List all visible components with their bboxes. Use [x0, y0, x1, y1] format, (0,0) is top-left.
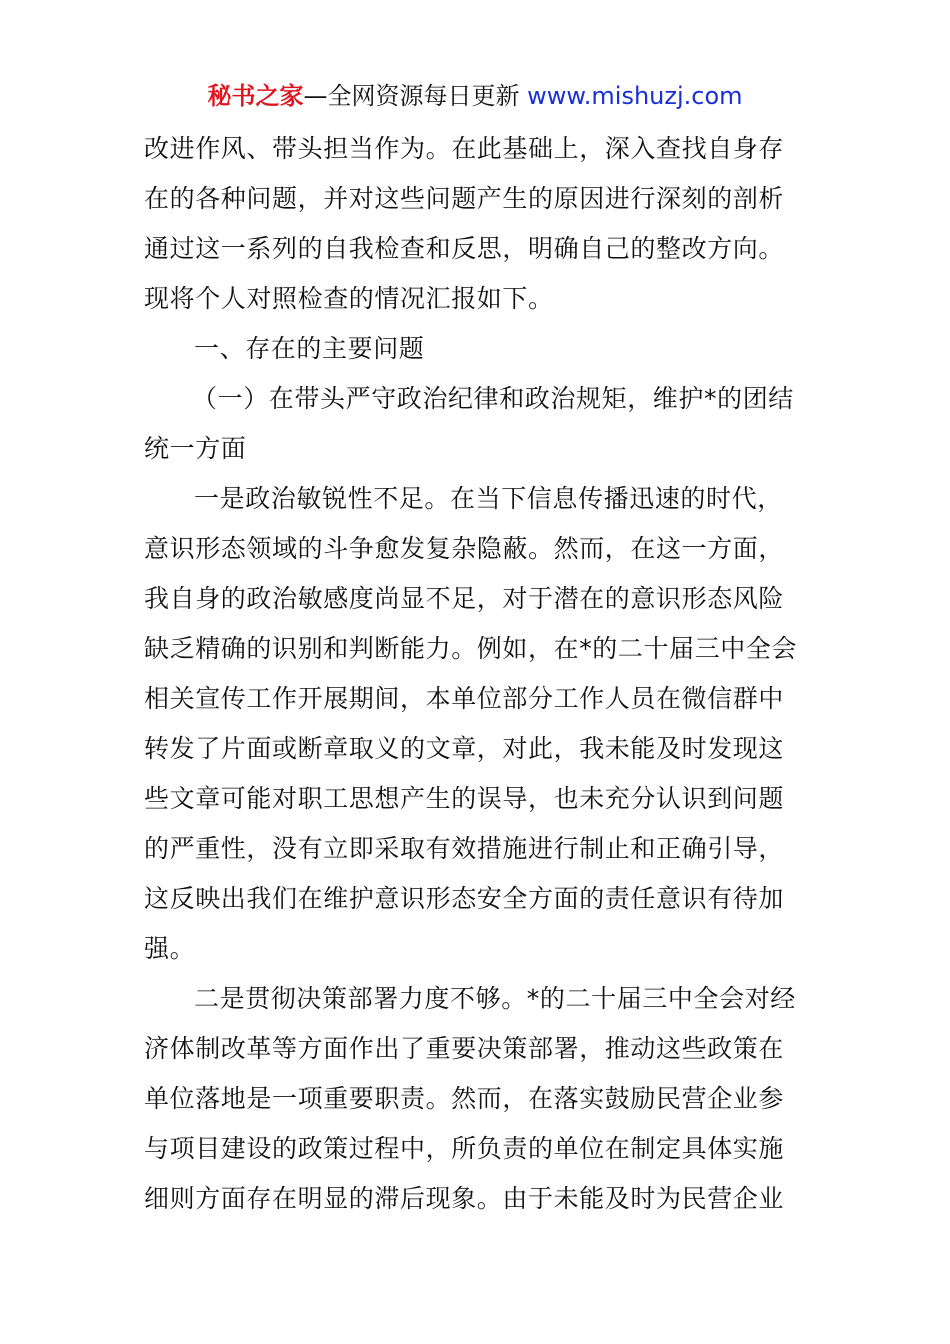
- subsection-heading: （一）在带头严守政治纪律和政治规矩，维护*的团结: [192, 384, 794, 413]
- site-brand: 秘书之家: [207, 82, 304, 110]
- document-body: [144, 124, 809, 1224]
- text-line: 转发了片面或断章取义的文章，对此，我未能及时发现这: [144, 734, 785, 763]
- subsection-heading-continued: 统一方面: [144, 434, 247, 463]
- text-line: 相关宣传工作开展期间，本单位部分工作人员在微信群中: [144, 684, 785, 713]
- text-line: 在的各种问题，并对这些问题产生的原因进行深刻的剖析: [144, 184, 785, 213]
- text-line: 济体制改革等方面作出了重要决策部署，推动这些政策在: [144, 1034, 785, 1063]
- text-line: 强。: [144, 934, 196, 963]
- text-line: 缺乏精确的识别和判断能力。例如，在*的二十届三中全会: [144, 634, 798, 663]
- text-line: 二是贯彻决策部署力度不够。*的二十届三中全会对经: [194, 984, 796, 1013]
- text-line: 的严重性，没有立即采取有效措施进行制止和正确引导，: [144, 834, 785, 863]
- text-line: 意识形态领域的斗争愈发复杂隐蔽。然而，在这一方面，: [144, 534, 785, 563]
- page-header: [0, 80, 950, 112]
- section-heading: 一、存在的主要问题: [194, 334, 425, 363]
- text-line: 这反映出我们在维护意识形态安全方面的责任意识有待加: [144, 884, 785, 913]
- text-line: 我自身的政治敏感度尚显不足，对于潜在的意识形态风险: [144, 584, 785, 613]
- text-line: 改进作风、带头担当作为。在此基础上，深入查找自身存: [144, 134, 785, 163]
- site-tagline: —全网资源每日更新: [303, 82, 520, 110]
- text-line: 一是政治敏锐性不足。在当下信息传播迅速的时代，: [194, 484, 783, 513]
- text-line: 些文章可能对职工思想产生的误导，也未充分认识到问题: [144, 784, 785, 813]
- text-line: 单位落地是一项重要职责。然而，在落实鼓励民营企业参: [144, 1084, 785, 1113]
- text-line: 细则方面存在明显的滞后现象。由于未能及时为民营企业: [144, 1184, 785, 1213]
- text-line: 现将个人对照检查的情况汇报如下。: [144, 284, 554, 313]
- site-url[interactable]: www.mishuzj.com: [527, 82, 743, 110]
- text-line: 与项目建设的政策过程中，所负责的单位在制定具体实施: [144, 1134, 785, 1163]
- text-line: 通过这一系列的自我检查和反思，明确自己的整改方向。: [144, 234, 785, 263]
